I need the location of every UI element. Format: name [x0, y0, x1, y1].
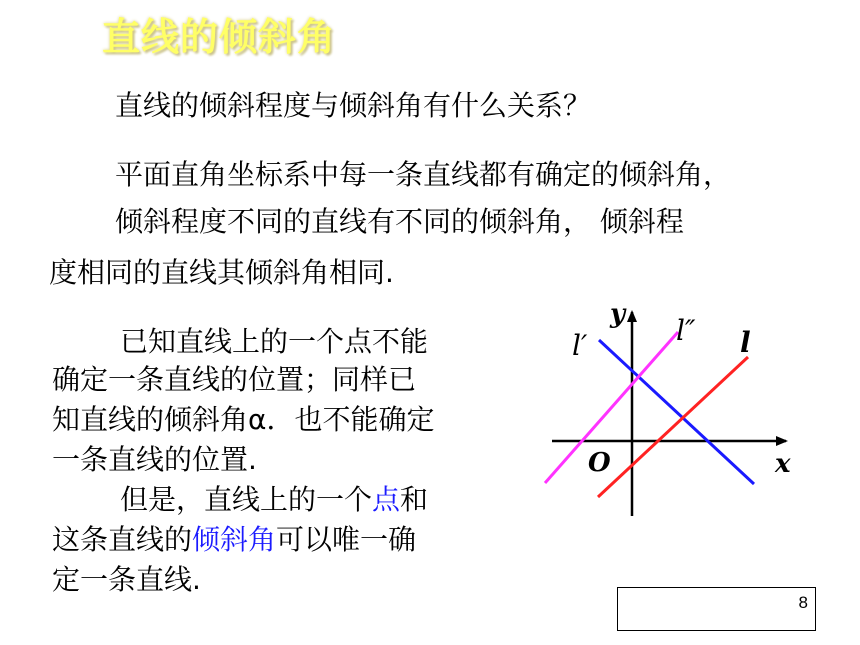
line-l-double-prime: [599, 340, 754, 484]
para1-line3: 度相同的直线其倾斜角相同.: [49, 256, 394, 289]
para1-line1: 平面直角坐标系中每一条直线都有确定的倾斜角，: [115, 158, 732, 191]
page-number-box: [617, 587, 816, 631]
para3-text-c: 和: [400, 483, 429, 516]
y-axis-label: y: [610, 299, 626, 329]
line-l: [598, 357, 748, 497]
para3-text-a: 但是，直线上的一个: [120, 483, 373, 516]
para3-text-d: 这条直线的: [52, 523, 193, 556]
page-number: 8: [798, 593, 808, 612]
para2-line3: 知直线的倾斜角α．也不能确定: [52, 403, 435, 436]
label-l: l: [740, 326, 751, 359]
para2-line1: 已知直线上的一个点不能: [120, 325, 429, 358]
slide-title: 直线的倾斜角: [102, 15, 337, 59]
label-l-double-prime: l″: [676, 314, 696, 347]
x-axis-label: x: [775, 449, 791, 479]
highlight-point: 点: [372, 483, 401, 516]
highlight-inclination-angle: 倾斜角: [192, 523, 277, 556]
label-l-prime: l′: [572, 329, 588, 362]
para3-line3: 定一条直线.: [52, 563, 201, 596]
para2-line4: 一条直线的位置.: [52, 443, 257, 476]
para3-text-f: 可以唯一确: [276, 523, 417, 556]
origin-label: O: [588, 448, 611, 478]
question-text: 直线的倾斜程度与倾斜角有什么关系？: [115, 89, 592, 122]
para2-line2: 确定一条直线的位置；同样已: [52, 363, 417, 396]
line-l-prime: [545, 332, 678, 483]
para1-line2: 倾斜程度不同的直线有不同的倾斜角， 倾斜程: [115, 205, 684, 238]
